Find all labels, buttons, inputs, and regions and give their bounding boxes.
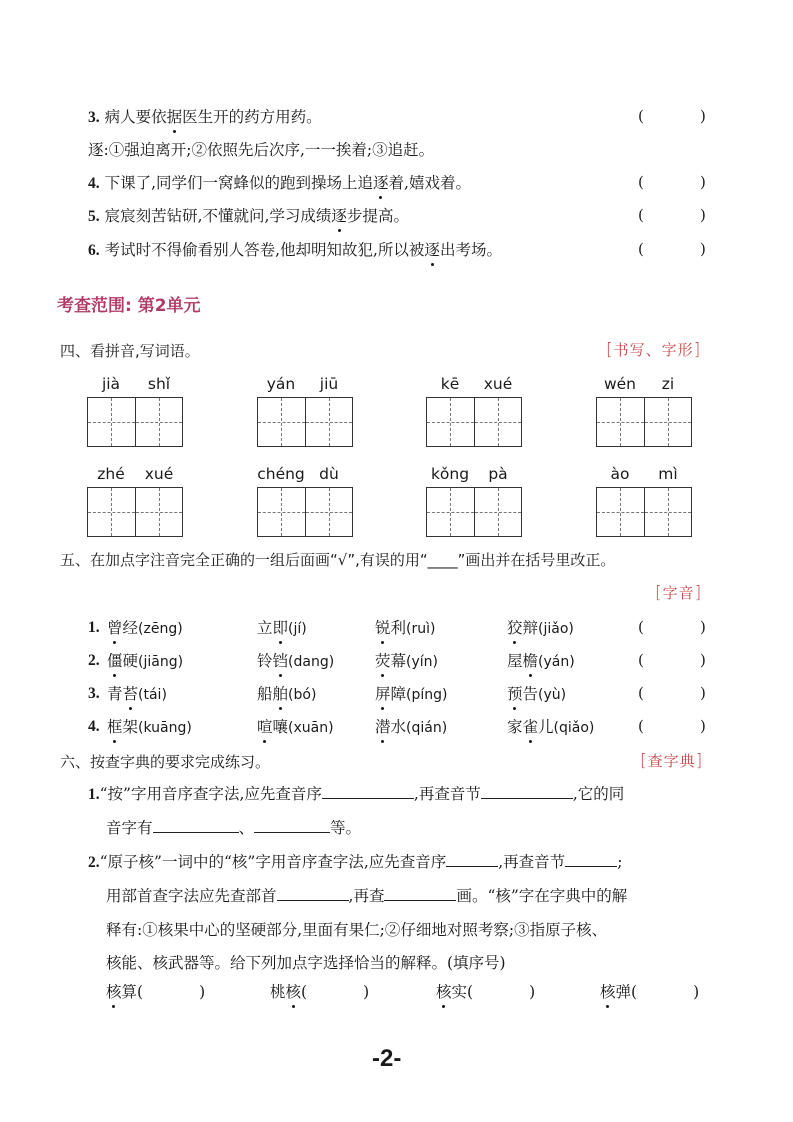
- choice-word: 核实( ): [436, 983, 536, 1001]
- dotted-char: 狡: [507, 619, 523, 637]
- pinyin-annotation: (zēng): [138, 621, 183, 637]
- writing-cell[interactable]: [305, 398, 353, 446]
- pinyin-label: ào: [610, 465, 630, 483]
- pinyin-label: kǒng: [430, 465, 470, 483]
- writing-cell[interactable]: [135, 488, 183, 536]
- dotted-char: 荧: [375, 652, 391, 670]
- dotted-char: 锐: [375, 619, 391, 637]
- pinyin-annotation: (qiǎo): [553, 720, 595, 736]
- answer-paren-open[interactable]: (: [638, 651, 644, 669]
- choice-word: 核弹( ): [600, 983, 700, 1001]
- dotted-char: 苔: [122, 685, 139, 703]
- pinyin-annotation: (bó): [288, 687, 317, 703]
- answer-blank[interactable]: [565, 852, 617, 867]
- pinyin-label: chéng: [257, 465, 305, 483]
- pinyin-annotation: (yù): [538, 687, 567, 703]
- pinyin-annotation: (tái): [138, 687, 167, 703]
- word-with-pinyin: 喧嚷(xuān): [257, 718, 334, 736]
- answer-paren-close[interactable]: ): [199, 983, 206, 1001]
- word-with-pinyin: 屋檐(yán): [507, 652, 575, 670]
- q6-item2-line3: 释有:①核果中心的坚硬部分,里面有果仁;②仔细地对照考察;③指原子核、: [106, 921, 608, 939]
- answer-blank[interactable]: [153, 818, 239, 833]
- pinyin-annotation: (ruì): [406, 621, 436, 637]
- answer-blank[interactable]: [446, 852, 498, 867]
- skill-tag: [书写、字形]: [606, 340, 702, 360]
- pinyin-label: wén: [603, 375, 637, 393]
- dotted-char: 核: [600, 983, 616, 1001]
- dotted-char: 即: [272, 619, 289, 637]
- answer-paren-open[interactable]: (: [638, 240, 644, 258]
- writing-grid[interactable]: [257, 397, 353, 447]
- skill-tag: [查字典]: [640, 751, 704, 771]
- question-5-item: 5. 宸宸刻苦钻研,不懂就问,学习成绩逐步提高。: [88, 207, 409, 225]
- section-title: 考查范围: 第2单元: [57, 296, 201, 316]
- pinyin-annotation: (jiāng): [138, 654, 184, 670]
- dotted-char: 预: [507, 685, 523, 703]
- writing-cell[interactable]: [474, 398, 522, 446]
- question-3-item: 3. 病人要依据医生开的药方用药。: [88, 108, 322, 126]
- answer-paren-open[interactable]: (: [638, 206, 644, 224]
- answer-blank[interactable]: [322, 784, 414, 799]
- pinyin-annotation: (dang): [288, 654, 335, 670]
- answer-paren-close[interactable]: ): [693, 983, 700, 1001]
- writing-cell[interactable]: [427, 398, 474, 446]
- answer-paren-open[interactable]: (: [638, 173, 644, 191]
- word-with-pinyin: 锐利(ruì): [375, 619, 436, 637]
- writing-grid[interactable]: [596, 397, 692, 447]
- writing-cell[interactable]: [88, 398, 135, 446]
- word-with-pinyin: 船舶(bó): [257, 685, 317, 703]
- answer-blank[interactable]: [481, 784, 573, 799]
- writing-cell[interactable]: [597, 398, 644, 446]
- word-with-pinyin: 荧幕(yín): [375, 652, 439, 670]
- pinyin-annotation: (yán): [538, 654, 575, 670]
- word-with-pinyin: 框架(kuāng): [107, 718, 192, 736]
- q6-item1-line2: 音字有 、 等。: [106, 819, 362, 837]
- answer-paren-open[interactable]: (: [137, 983, 144, 1001]
- word-with-pinyin: 青苔(tái): [107, 685, 167, 703]
- writing-cell[interactable]: [474, 488, 522, 536]
- answer-paren-close[interactable]: ): [700, 684, 706, 702]
- dotted-char: 舶: [272, 685, 289, 703]
- q6-item2-line2: 用部首查字法应先查部首 ,再查 画。“核”字在字典中的解: [106, 887, 628, 905]
- pinyin-label: dù: [319, 465, 339, 483]
- dotted-char: 雀: [522, 718, 539, 736]
- writing-grid[interactable]: [426, 397, 522, 447]
- skill-tag: [字音]: [655, 583, 703, 603]
- writing-grid[interactable]: [257, 487, 353, 537]
- dotted-char: 据: [166, 108, 183, 126]
- word-with-pinyin: 家雀儿(qiǎo): [507, 718, 595, 736]
- choice-word: 核算( ): [106, 983, 206, 1001]
- answer-paren-close[interactable]: ): [700, 107, 706, 125]
- pinyin-label: yán: [266, 375, 296, 393]
- answer-paren-open[interactable]: (: [638, 107, 644, 125]
- pinyin-label: zhé: [97, 465, 125, 483]
- writing-grid[interactable]: [426, 487, 522, 537]
- answer-paren-close[interactable]: ): [700, 240, 706, 258]
- pinyin-annotation: (kuāng): [138, 720, 192, 736]
- pinyin-annotation: (qián): [406, 720, 448, 736]
- writing-grid[interactable]: [87, 397, 183, 447]
- pinyin-label: pà: [488, 465, 508, 483]
- writing-cell[interactable]: [88, 488, 135, 536]
- writing-grid[interactable]: [87, 487, 183, 537]
- row-number: 4.: [88, 718, 100, 735]
- answer-paren-close[interactable]: ): [700, 206, 706, 224]
- writing-cell[interactable]: [644, 398, 692, 446]
- answer-paren-close[interactable]: ): [529, 983, 536, 1001]
- dotted-char: 檐: [522, 652, 539, 670]
- pinyin-label: xué: [144, 465, 174, 483]
- pinyin-label: mì: [658, 465, 678, 483]
- choice-word: 桃核( ): [270, 983, 370, 1001]
- answer-paren-close[interactable]: ): [700, 717, 706, 735]
- word-with-pinyin: 预告(yù): [507, 685, 567, 703]
- row-number: 3.: [88, 685, 100, 702]
- answer-paren-open[interactable]: (: [301, 983, 308, 1001]
- dotted-char: 逐: [331, 207, 347, 225]
- word-with-pinyin: 狡辩(jiǎo): [507, 619, 574, 637]
- answer-blank[interactable]: [254, 818, 330, 833]
- question-5-heading: 五、在加点字注音完全正确的一组后面画“√”,有误的用“____”画出并在括号里改正。: [60, 551, 616, 569]
- word-with-pinyin: 铃铛(dang): [257, 652, 335, 670]
- q6-item2-line4: 核能、核武器等。给下列加点字选择恰当的解释。(填序号): [106, 954, 506, 972]
- pinyin-annotation: (xuān): [288, 720, 334, 736]
- dotted-char: 僵: [107, 652, 123, 670]
- dotted-char: 铛: [272, 652, 289, 670]
- q6-item2-line1: 2.“原子核”一词中的“核”字用音序查字法,应先查音序 ,再查音节 ;: [88, 853, 623, 871]
- row-number: 2.: [88, 652, 100, 669]
- question-4-heading: 四、看拼音,写词语。: [60, 342, 200, 360]
- writing-cell[interactable]: [427, 488, 474, 536]
- pinyin-annotation: (jiǎo): [538, 621, 574, 637]
- row-number: 1.: [88, 619, 100, 636]
- answer-blank[interactable]: [277, 886, 349, 901]
- pinyin-label: zi: [661, 375, 675, 393]
- writing-cell[interactable]: [305, 488, 353, 536]
- question-4-item: 4. 下课了,同学们一窝蜂似的跑到操场上追逐着,嬉戏着。: [88, 174, 471, 192]
- word-with-pinyin: 僵硬(jiāng): [107, 652, 184, 670]
- word-with-pinyin: 屏障(píng): [375, 685, 448, 703]
- dotted-char: 框: [107, 718, 123, 736]
- dotted-char: 喧: [257, 718, 273, 736]
- pinyin-annotation: (jí): [288, 621, 307, 637]
- pinyin-label: jiū: [319, 375, 339, 393]
- dotted-char: 逐: [424, 241, 440, 259]
- pinyin-annotation: (píng): [406, 687, 448, 703]
- answer-paren-open[interactable]: (: [638, 717, 644, 735]
- writing-cell[interactable]: [135, 398, 183, 446]
- pinyin-annotation: (yín): [406, 654, 439, 670]
- pinyin-label: kē: [440, 375, 460, 393]
- pinyin-label: shǐ: [147, 375, 171, 393]
- definition-line: 逐:①强迫离开;②依照先后次序,一一挨着;③追赶。: [88, 141, 435, 159]
- question-6-heading: 六、按查字典的要求完成练习。: [60, 753, 271, 771]
- dotted-char: 核: [436, 983, 452, 1001]
- writing-cell[interactable]: [258, 398, 305, 446]
- word-with-pinyin: 曾经(zēng): [107, 619, 183, 637]
- writing-cell[interactable]: [258, 488, 305, 536]
- q6-item1-line1: 1.“按”字用音序查字法,应先查音序 ,再查音节 ,它的同: [88, 785, 625, 803]
- writing-cell[interactable]: [644, 488, 692, 536]
- dotted-char: 核: [285, 983, 302, 1001]
- dotted-char: 曾: [107, 619, 123, 637]
- answer-paren-open[interactable]: (: [638, 618, 644, 636]
- answer-paren-open[interactable]: (: [638, 684, 644, 702]
- page-number: -2-: [372, 1045, 402, 1072]
- writing-grid[interactable]: [596, 487, 692, 537]
- answer-blank[interactable]: [384, 886, 456, 901]
- dotted-char: 屏: [375, 685, 391, 703]
- answer-paren-open[interactable]: (: [631, 983, 638, 1001]
- answer-paren-close[interactable]: ): [700, 618, 706, 636]
- answer-paren-open[interactable]: (: [467, 983, 474, 1001]
- pinyin-label: xué: [483, 375, 513, 393]
- answer-paren-close[interactable]: ): [700, 651, 706, 669]
- dotted-char: 逐: [373, 174, 389, 192]
- question-6-item: 6. 考试时不得偷看别人答卷,他却明知故犯,所以被逐出考场。: [88, 241, 502, 259]
- word-with-pinyin: 立即(jí): [257, 619, 307, 637]
- writing-cell[interactable]: [597, 488, 644, 536]
- answer-paren-close[interactable]: ): [363, 983, 370, 1001]
- answer-paren-close[interactable]: ): [700, 173, 706, 191]
- dotted-char: 核: [106, 983, 122, 1001]
- word-with-pinyin: 潜水(qián): [375, 718, 448, 736]
- dotted-char: 潜: [375, 718, 391, 736]
- pinyin-label: jià: [101, 375, 121, 393]
